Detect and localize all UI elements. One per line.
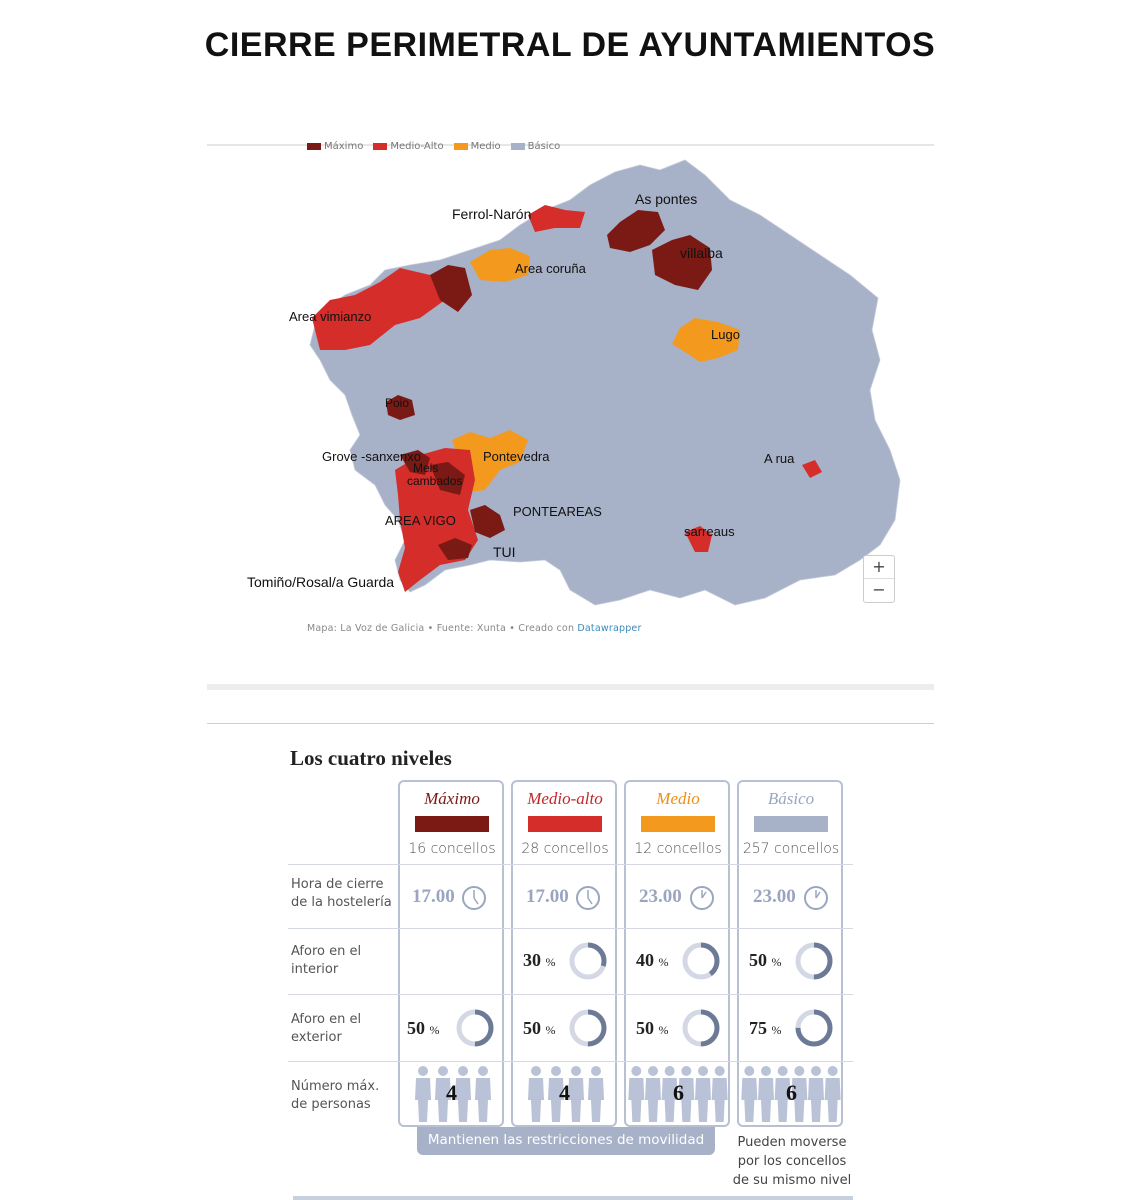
exterior-value-medio xyxy=(636,1018,669,1039)
personas-value-maximo: 4 xyxy=(446,1080,457,1105)
place-label-tomino: Tomiño/Rosal/a Guarda xyxy=(247,574,395,590)
level-swatch-medio xyxy=(641,816,715,832)
level-count-medio: 12 concellos xyxy=(634,841,722,857)
row-divider xyxy=(288,928,853,929)
person-silhouette xyxy=(528,1066,544,1122)
map-legend xyxy=(307,141,560,152)
person-silhouette xyxy=(415,1066,431,1122)
donut-interior-medio-alto xyxy=(567,940,609,982)
place-label-villalba: villalba xyxy=(680,245,723,261)
exterior-value-maximo xyxy=(407,1018,440,1039)
place-label-meis: Meis xyxy=(413,461,439,475)
bottom-band xyxy=(293,1196,853,1200)
clock-icon xyxy=(460,884,488,912)
galicia-map[interactable] xyxy=(207,112,934,684)
pct-number: 50 xyxy=(749,950,767,970)
person-silhouette xyxy=(758,1066,774,1122)
level-count-basico: 257 concellos xyxy=(742,841,840,857)
personas-value-basico: 6 xyxy=(786,1080,797,1105)
place-label-lugo: Lugo xyxy=(711,327,740,342)
pct-number: 40 xyxy=(636,950,654,970)
legend-swatch xyxy=(307,143,321,150)
row-divider xyxy=(288,864,853,865)
donut-exterior-medio-alto xyxy=(567,1007,609,1049)
person-silhouette xyxy=(455,1066,471,1122)
pct-symbol: % xyxy=(771,955,782,969)
place-label-grove: Grove -sanxenxo xyxy=(322,449,421,464)
exterior-value-medio-alto xyxy=(523,1018,556,1039)
exterior-value-basico xyxy=(749,1018,782,1039)
level-name-medio-alto: Medio-alto xyxy=(527,789,603,808)
row-divider xyxy=(288,994,853,995)
level-swatch-medio-alto xyxy=(528,816,602,832)
person-silhouette xyxy=(695,1066,711,1122)
donut-interior-medio xyxy=(680,940,722,982)
pct-number: 50 xyxy=(636,1018,654,1038)
clock-icon xyxy=(688,884,716,912)
datawrapper-link[interactable]: Datawrapper xyxy=(577,623,642,634)
place-label-as-pontes: As pontes xyxy=(635,191,698,207)
pct-symbol: % xyxy=(771,1023,782,1037)
pct-number: 50 xyxy=(407,1018,425,1038)
pct-number: 75 xyxy=(749,1018,767,1038)
mobility-note: Pueden moverse por los concellos de su mismo nivel xyxy=(732,1135,852,1188)
zoom-in-button[interactable]: + xyxy=(872,557,886,576)
zoom-control xyxy=(863,555,895,603)
credit-text: Mapa: La Voz de Galicia • Fuente: Xunta • Creado con xyxy=(307,623,578,634)
pct-symbol: % xyxy=(429,1023,440,1037)
pct-symbol: % xyxy=(545,1023,556,1037)
legend-item-maximo xyxy=(307,141,363,152)
place-label-vimianzo: Area vimianzo xyxy=(289,309,372,324)
hora-value-medio: 23.00 xyxy=(639,886,682,907)
legend-label: Máximo xyxy=(324,141,364,152)
interior-value-basico xyxy=(749,950,782,971)
pct-number: 50 xyxy=(523,1018,541,1038)
place-label-ferrol: Ferrol-Narón xyxy=(452,206,532,222)
clock-icon xyxy=(802,884,830,912)
person-silhouette xyxy=(741,1066,757,1122)
legend-item-medio-alto xyxy=(373,141,443,152)
row-label-interior: Aforo en el interior xyxy=(291,944,362,977)
person-silhouette xyxy=(568,1066,584,1122)
level-count-medio-alto: 28 concellos xyxy=(521,841,609,857)
level-name-basico: Básico xyxy=(767,789,815,808)
place-label-area-vigo: AREA VIGO xyxy=(385,513,456,528)
place-label-tui: TUI xyxy=(493,544,516,560)
person-silhouette xyxy=(825,1066,841,1122)
place-label-poio: Poio xyxy=(385,396,410,410)
legend-label: Medio xyxy=(470,141,501,152)
pct-symbol: % xyxy=(658,955,669,969)
place-label-cambados: cambados xyxy=(407,474,463,488)
level-name-maximo: Máximo xyxy=(424,789,480,808)
person-silhouette xyxy=(628,1066,644,1122)
donut-exterior-medio xyxy=(680,1007,722,1049)
level-swatch-basico xyxy=(754,816,828,832)
row-label-personas: Número máx. de personas xyxy=(291,1079,380,1112)
interior-value-medio-alto xyxy=(523,950,556,971)
map-bottom-divider xyxy=(207,684,934,690)
level-swatch-maximo xyxy=(415,816,489,832)
person-silhouette xyxy=(475,1066,491,1122)
place-label-sarreaus: sarreaus xyxy=(684,524,735,539)
mobility-restriction-band: Mantienen las restricciones de movilidad xyxy=(417,1127,715,1155)
place-label-pontevedra: Pontevedra xyxy=(483,449,550,464)
personas-value-medio: 6 xyxy=(673,1080,684,1105)
hora-value-basico: 23.00 xyxy=(753,886,796,907)
interior-value-medio xyxy=(636,950,669,971)
legend-item-medio xyxy=(454,141,501,152)
map-region-basico xyxy=(310,160,900,605)
donut-exterior-basico xyxy=(793,1007,835,1049)
legend-swatch xyxy=(454,143,468,150)
donut-exterior-maximo xyxy=(454,1007,496,1049)
person-silhouette xyxy=(712,1066,728,1122)
clock-icon xyxy=(574,884,602,912)
legend-swatch xyxy=(511,143,525,150)
legend-item-basico xyxy=(511,141,561,152)
place-label-a-rua: A rua xyxy=(764,451,795,466)
zoom-out-button[interactable]: − xyxy=(864,578,894,601)
person-silhouette xyxy=(645,1066,661,1122)
row-label-hora: Hora de cierre de la hostelería xyxy=(291,877,392,910)
person-silhouette xyxy=(808,1066,824,1122)
pct-number: 30 xyxy=(523,950,541,970)
level-name-medio: Medio xyxy=(656,789,700,808)
hora-value-medio-alto: 17.00 xyxy=(526,886,569,907)
pct-symbol: % xyxy=(545,955,556,969)
pct-symbol: % xyxy=(658,1023,669,1037)
page-title: CIERRE PERIMETRAL DE AYUNTAMIENTOS xyxy=(204,26,936,64)
place-label-area-coruna: Area coruña xyxy=(515,261,586,276)
level-count-maximo: 16 concellos xyxy=(408,841,496,857)
legend-label: Básico xyxy=(527,141,561,152)
row-label-exterior: Aforo en el exterior xyxy=(291,1012,362,1045)
hora-value-maximo: 17.00 xyxy=(412,886,455,907)
map-credit xyxy=(307,623,642,634)
person-silhouette xyxy=(588,1066,604,1122)
personas-value-medio-alto: 4 xyxy=(559,1080,570,1105)
donut-interior-basico xyxy=(793,940,835,982)
levels-title: Los cuatro niveles xyxy=(290,746,452,770)
legend-swatch xyxy=(373,143,387,150)
legend-label: Medio-Alto xyxy=(390,141,444,152)
place-label-ponteareas: PONTEAREAS xyxy=(513,504,602,519)
section-divider xyxy=(207,723,934,724)
